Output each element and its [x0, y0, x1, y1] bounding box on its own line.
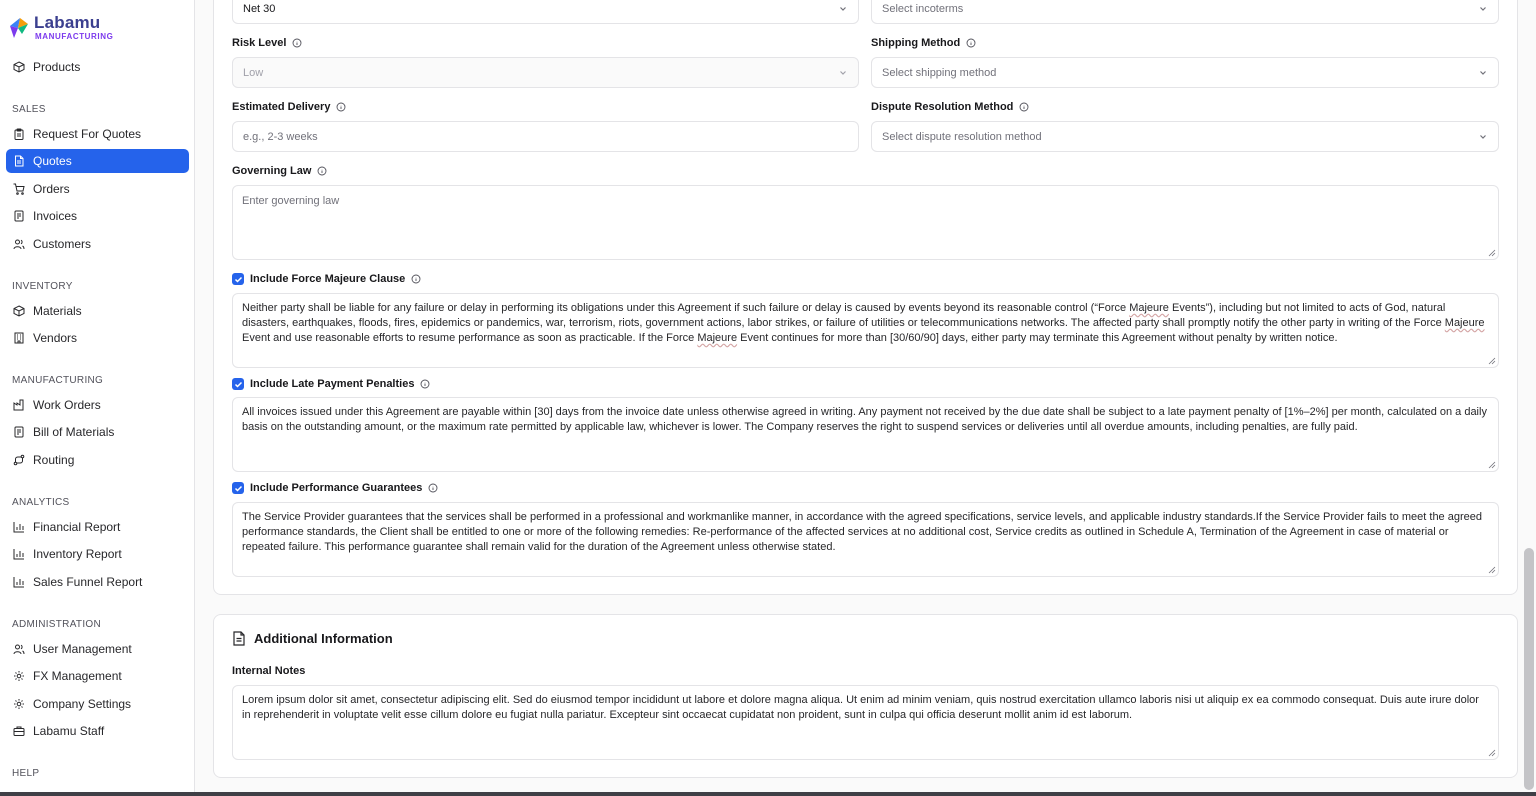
dispute-resolution-label-text: Dispute Resolution Method — [871, 101, 1014, 113]
brand-name: Labamu — [34, 13, 101, 32]
section-label-manufacturing: MANUFACTURING — [12, 375, 104, 386]
performance-guarantees-toggle[interactable] — [232, 482, 438, 494]
payment-terms-value: Net 30 — [243, 2, 276, 15]
shipping-method-placeholder: Select shipping method — [882, 66, 997, 79]
incoterms-placeholder: Select incoterms — [882, 2, 964, 15]
sidebar — [0, 0, 195, 796]
performance-guarantees-textarea[interactable] — [232, 502, 1499, 577]
sidebar-item-company-settings[interactable] — [6, 692, 189, 716]
package-icon — [13, 305, 25, 317]
bar-chart-icon — [13, 548, 25, 560]
sidebar-item-label: Request For Quotes — [33, 127, 142, 141]
sidebar-item-work-orders[interactable] — [6, 393, 189, 417]
sidebar-item-label: Company Settings — [33, 697, 132, 711]
sidebar-item-customers[interactable] — [6, 232, 189, 256]
governing-law-textarea[interactable] — [232, 185, 1499, 260]
sidebar-item-label: Customers — [33, 237, 92, 251]
sidebar-item-label: Inventory Report — [33, 547, 122, 561]
gear-icon — [13, 698, 25, 710]
sidebar-item-sales-funnel-report[interactable] — [6, 570, 189, 594]
resize-handle-icon[interactable] — [1488, 566, 1496, 574]
sidebar-item-routing[interactable] — [6, 448, 189, 472]
section-label-administration: ADMINISTRATION — [12, 619, 102, 630]
estimated-delivery-label-text: Estimated Delivery — [232, 101, 331, 113]
section-label-analytics: ANALYTICS — [12, 497, 70, 508]
performance-guarantees-checkbox[interactable] — [232, 482, 244, 494]
sidebar-item-label: Orders — [33, 182, 70, 196]
gear-icon — [13, 670, 25, 682]
sidebar-item-label: Quotes — [33, 154, 72, 168]
chevron-down-icon — [838, 4, 848, 14]
bar-chart-icon — [13, 576, 25, 588]
resize-handle-icon[interactable] — [1488, 357, 1496, 365]
sidebar-item-user-management[interactable] — [6, 637, 189, 661]
users-icon — [13, 238, 25, 250]
dispute-resolution-label — [871, 101, 1029, 113]
incoterms-select[interactable] — [871, 0, 1499, 24]
file-text-icon — [232, 631, 246, 646]
spellcheck-word: Majeure — [1444, 317, 1485, 329]
force-majeure-checkbox[interactable] — [232, 273, 244, 285]
force-majeure-textarea[interactable] — [232, 293, 1499, 368]
sidebar-item-orders[interactable] — [6, 177, 189, 201]
clipboard-icon — [13, 128, 25, 140]
labamu-logo-icon — [8, 14, 30, 40]
internal-notes-label-text: Internal Notes — [232, 665, 306, 677]
late-payment-text: All invoices issued under this Agreement are payable within [30] days from the invoice date unless otherwise agreed in writing. Any payment not received by the due date shall be subject to a late payment penalty of [1%–2%] per month, calculated on a daily basis on the outstanding amount, or the maximum rate permitted by applicable law, whichever is lower. The Company reserves the right to suspend services or deliveries until all overdue amounts, including penalties, are fully paid. — [242, 406, 1487, 433]
risk-level-value: Low — [243, 66, 264, 79]
performance-guarantees-label: Include Performance Guarantees — [250, 482, 423, 494]
info-icon[interactable] — [411, 274, 421, 284]
factory-icon — [13, 399, 25, 411]
sidebar-item-label: Products — [33, 60, 81, 74]
sidebar-item-bill-of-materials[interactable] — [6, 420, 189, 444]
sidebar-item-label: Work Orders — [33, 398, 101, 412]
section-label-sales: SALES — [12, 104, 46, 115]
sidebar-item-materials[interactable] — [6, 299, 189, 323]
resize-handle-icon[interactable] — [1488, 461, 1496, 469]
check-icon — [234, 380, 243, 389]
force-majeure-text: Event continues for more than [30/60/90] days, either party may terminate this Agreement without penalty by written notice. — [737, 332, 1338, 344]
performance-guarantees-text: The Service Provider guarantees that the services shall be performed in a professional and workmanlike manner, in accordance with the agreed specifications, service levels, and applicable industry standards.If the Service Provider fails to meet the agreed performance standards, the Client shall be entitled to one or more of the following remedies: Re-performance of the affected services at no additional cost, Service credits as outlined in Schedule A, Termination of the Agreement in case of material or repeated failure. This performance guarantee shall remain valid for the duration of the Agreement unless otherwise stated. — [242, 511, 1482, 553]
check-icon — [234, 484, 243, 493]
chevron-down-icon — [838, 68, 848, 78]
risk-level-select[interactable] — [232, 57, 859, 88]
sidebar-item-inventory-report[interactable] — [6, 542, 189, 566]
users-icon — [13, 643, 25, 655]
sidebar-item-label: Labamu Staff — [33, 724, 105, 738]
info-icon[interactable] — [428, 483, 438, 493]
sidebar-item-request-for-quotes[interactable] — [6, 122, 189, 146]
sidebar-item-label: Vendors — [33, 331, 78, 345]
internal-notes-textarea[interactable] — [232, 685, 1499, 760]
receipt-icon — [13, 210, 25, 222]
estimated-delivery-placeholder: e.g., 2-3 weeks — [243, 130, 318, 143]
sidebar-item-label: Sales Funnel Report — [33, 575, 143, 589]
force-majeure-toggle[interactable] — [232, 273, 421, 285]
info-icon[interactable] — [336, 102, 346, 112]
sidebar-item-label: Bill of Materials — [33, 425, 115, 439]
late-payment-textarea[interactable] — [232, 397, 1499, 472]
governing-law-label-text: Governing Law — [232, 165, 312, 177]
brand-subtitle: MANUFACTURING — [35, 32, 114, 41]
route-icon — [13, 454, 25, 466]
force-majeure-text: Events”), including but not limited to acts of God, natural disasters, earthquakes, floods, fires, epidemics or pandemics, war, terrorism, riots, government actions, labor strikes, or failure of utilities or telecommunications networks. The affected party shall promptly notify the other party in writing of the Force — [242, 302, 1446, 329]
late-payment-toggle[interactable] — [232, 378, 430, 390]
info-icon[interactable] — [292, 38, 302, 48]
risk-level-label-text: Risk Level — [232, 37, 287, 49]
building-icon — [13, 332, 25, 344]
info-icon[interactable] — [1019, 102, 1029, 112]
force-majeure-text: Event and use reasonable efforts to resume performance as soon as practicable. If the Force — [242, 332, 698, 344]
info-icon[interactable] — [420, 379, 430, 389]
sidebar-item-financial-report[interactable] — [6, 515, 189, 539]
shipping-method-select[interactable] — [871, 57, 1499, 88]
window-bottom-edge — [0, 792, 1536, 796]
brand-logo[interactable] — [8, 14, 113, 41]
chevron-down-icon — [1478, 132, 1488, 142]
governing-law-label — [232, 165, 327, 177]
sidebar-item-label: Invoices — [33, 209, 78, 223]
file-text-icon — [13, 155, 25, 167]
late-payment-checkbox[interactable] — [232, 378, 244, 390]
additional-information-title: Additional Information — [254, 631, 393, 646]
sidebar-item-label: Routing — [33, 453, 75, 467]
dispute-resolution-placeholder: Select dispute resolution method — [882, 130, 1042, 143]
payment-terms-select[interactable] — [232, 0, 859, 24]
sidebar-item-vendors[interactable] — [6, 326, 189, 350]
internal-notes-label — [232, 665, 305, 677]
sidebar-item-products[interactable] — [6, 55, 189, 79]
bar-chart-icon — [13, 521, 25, 533]
info-icon[interactable] — [966, 38, 976, 48]
dispute-resolution-select[interactable] — [871, 121, 1499, 152]
estimated-delivery-input[interactable] — [232, 121, 859, 152]
sidebar-item-quotes[interactable] — [6, 149, 189, 173]
chevron-down-icon — [1478, 4, 1488, 14]
info-icon[interactable] — [317, 166, 327, 176]
sidebar-item-invoices[interactable] — [6, 204, 189, 228]
spellcheck-word: Majeure — [1129, 302, 1169, 314]
internal-notes-text: Lorem ipsum dolor sit amet, consectetur adipiscing elit. Sed do eiusmod tempor incididunt ut labore et dolore magna aliqua. Ut enim ad minim veniam, quis nostrud exercitation ullamco laboris nisi ut aliquip ex ea commodo consequat. Duis aute irure dolor in reprehenderit in voluptate velit esse cillum dolore eu fugiat nulla pariatur. Excepteur sint occaecat cupidatat non proident, sunt in culpa qui officia deserunt mollit anim id est laborum. — [242, 694, 1479, 721]
sidebar-item-label: User Management — [33, 642, 132, 656]
late-payment-label: Include Late Payment Penalties — [250, 378, 415, 390]
spellcheck-word: Majeure — [697, 332, 738, 344]
shipping-method-label-text: Shipping Method — [871, 37, 961, 49]
estimated-delivery-label — [232, 101, 346, 113]
section-label-help: HELP — [12, 768, 40, 779]
resize-handle-icon[interactable] — [1488, 749, 1496, 757]
resize-handle-icon[interactable] — [1488, 249, 1496, 257]
shipping-method-label — [871, 37, 976, 49]
sidebar-item-label: Materials — [33, 304, 82, 318]
force-majeure-label: Include Force Majeure Clause — [250, 273, 406, 285]
risk-level-label — [232, 37, 302, 49]
sidebar-item-label: FX Management — [33, 669, 122, 683]
package-icon — [13, 61, 25, 73]
sidebar-item-labamu-staff[interactable] — [6, 719, 189, 743]
chevron-down-icon — [1478, 68, 1488, 78]
receipt-icon — [13, 426, 25, 438]
section-label-inventory: INVENTORY — [12, 281, 73, 292]
force-majeure-text: Neither party shall be liable for any failure or delay in performing its obligations under this Agreement if such failure or delay is caused by events beyond its reasonable control (“Force — [242, 302, 1130, 314]
sidebar-item-fx-management[interactable] — [6, 664, 189, 688]
sidebar-item-label: Financial Report — [33, 520, 121, 534]
cart-icon — [13, 183, 25, 195]
briefcase-icon — [13, 725, 25, 737]
page-scrollbar[interactable] — [1524, 548, 1534, 790]
governing-law-placeholder: Enter governing law — [242, 195, 340, 207]
additional-information-heading — [232, 631, 393, 646]
check-icon — [234, 275, 243, 284]
